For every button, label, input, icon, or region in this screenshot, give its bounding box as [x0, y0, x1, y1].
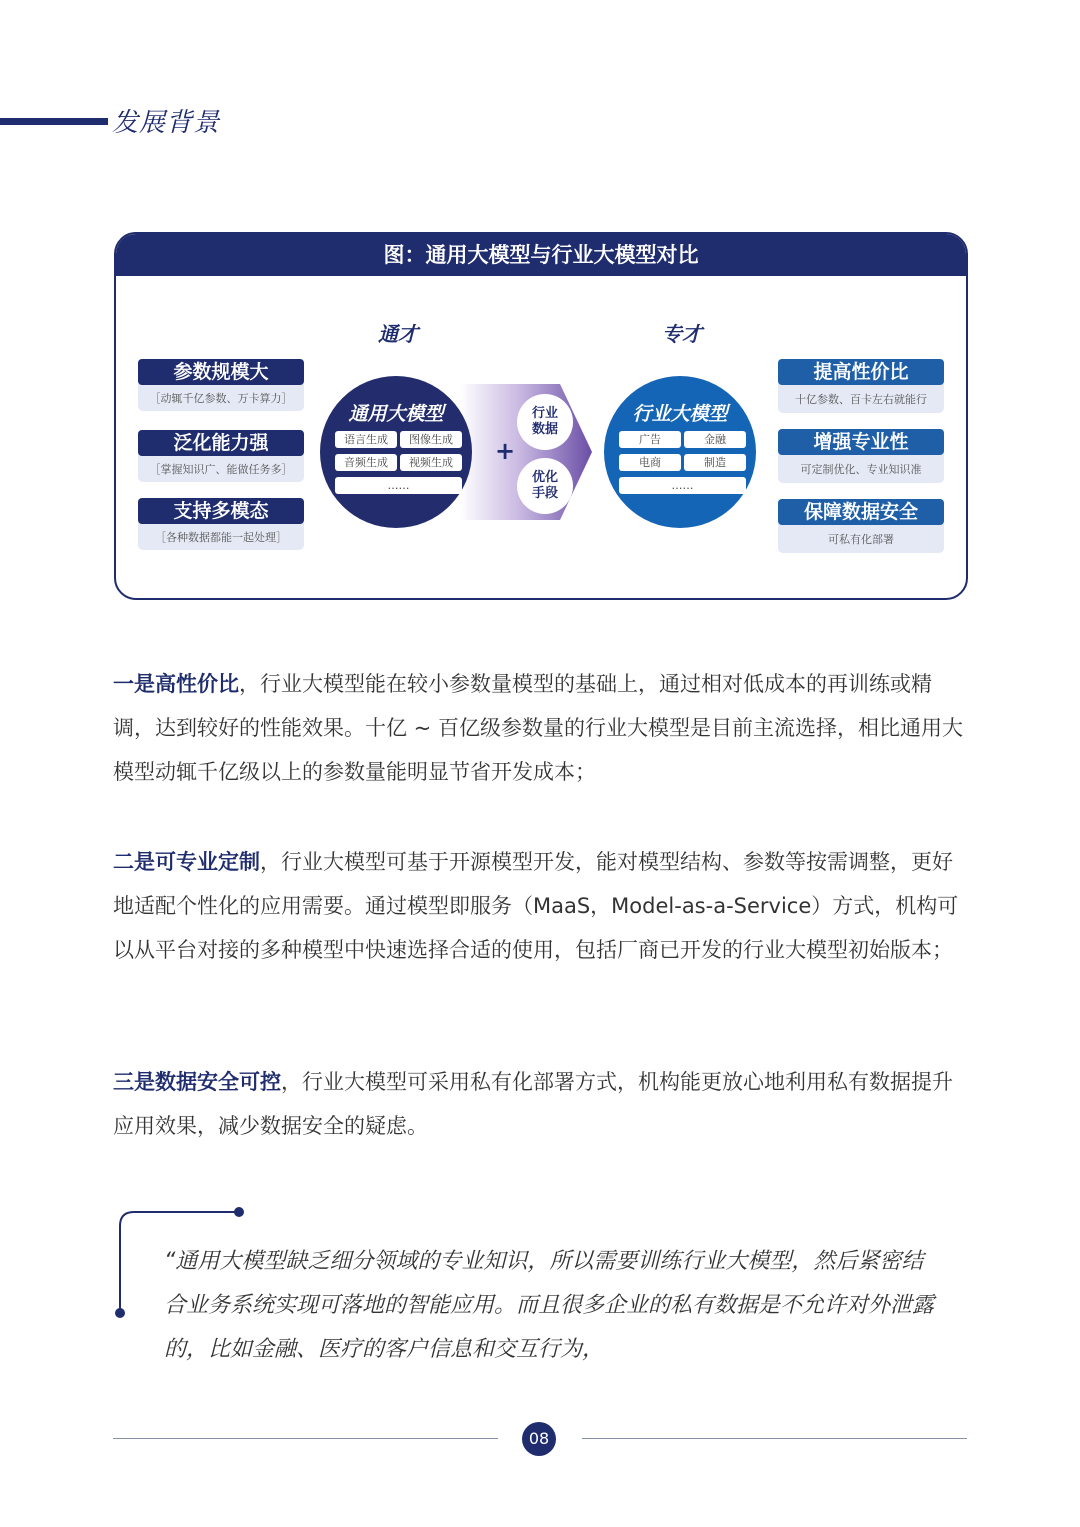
industry-data-bubble [517, 394, 573, 450]
industry-chip: 电商 [619, 454, 681, 471]
paragraph-text: ，行业大模型可基于开源模型开发，能对模型结构、参数等按需调整，更好地适配个性化的应用需要。通过模型即服务（MaaS，Model-as-a-Service）方式，机构可以从平台对接的多种模型中快速选择合适的使用，包括厂商已开发的行业大模型初始版本； [113, 850, 959, 962]
left-tag-3 [138, 498, 304, 550]
paragraph-text: ，行业大模型可采用私有化部署方式，机构能更放心地利用私有数据提升应用效果，减少数据安全的疑虑。 [113, 1070, 953, 1138]
general-model-title: 通用大模型 [348, 403, 444, 425]
optimization-bubble [517, 458, 573, 514]
section-title: 发展背景 [112, 108, 221, 138]
figure-title: 图：通用大模型与行业大模型对比 [383, 243, 699, 267]
paragraph-lead: 三是数据安全可控 [113, 1070, 281, 1094]
header-accent-bar [0, 118, 108, 125]
capability-chip: 语言生成 [335, 431, 397, 448]
plus-sign: + [494, 437, 516, 465]
right-tag-1 [778, 359, 944, 413]
industry-model-title: 行业大模型 [632, 403, 728, 425]
paragraph-text: ，行业大模型能在较小参数量模型的基础上，通过相对低成本的再训练或精调，达到较好的性能效果。十亿 ~ 百亿级参数量的行业大模型是目前主流选择，相比通用大模型动辄千亿级以上的参数量能明显节省开发成本； [113, 672, 963, 784]
paragraph-lead: 二是可专业定制 [113, 850, 260, 874]
industry-chip: 广告 [619, 431, 681, 448]
paragraph-data-security [113, 1060, 971, 1148]
right-tag-title: 提高性价比 [778, 359, 944, 385]
footer-rule-right [582, 1438, 967, 1439]
paragraph-customizable [113, 840, 971, 972]
right-tag-subtitle: 十亿参数、百卡左右就能行 [795, 393, 927, 406]
left-tag-subtitle: ［掌握知识广、能做任务多］ [149, 463, 293, 476]
capability-chip-more: …… [335, 477, 462, 494]
left-tag-2 [138, 430, 304, 482]
paragraph-cost-effective [113, 662, 971, 794]
left-tag-title: 支持多模态 [138, 498, 304, 524]
industry-chip: 金融 [684, 431, 746, 448]
footer-rule-left [113, 1438, 498, 1439]
right-tag-3 [778, 499, 944, 553]
left-tag-title: 参数规模大 [138, 359, 304, 385]
left-tag-subtitle: ［各种数据都能一起处理］ [155, 531, 287, 544]
industry-chip: 制造 [684, 454, 746, 471]
left-tag-title: 泛化能力强 [138, 430, 304, 456]
right-tag-subtitle: 可私有化部署 [828, 533, 894, 546]
capability-chip: 视频生成 [400, 454, 462, 471]
generalist-heading: 通才 [378, 322, 418, 346]
page-number: 08 [522, 1422, 556, 1456]
right-tag-2 [778, 429, 944, 483]
right-tag-title: 保障数据安全 [778, 499, 944, 525]
capability-chip: 音频生成 [335, 454, 397, 471]
bubble-line: 手段 [531, 486, 558, 501]
specialist-heading: 专才 [662, 322, 702, 346]
paragraph-lead: 一是高性价比 [113, 672, 239, 696]
bubble-line: 行业 [531, 406, 558, 421]
bubble-line: 数据 [531, 422, 558, 437]
capability-chip: 图像生成 [400, 431, 462, 448]
bubble-line: 优化 [531, 470, 558, 485]
right-tag-subtitle: 可定制优化、专业知识准 [800, 463, 922, 476]
right-tag-title: 增强专业性 [778, 429, 944, 455]
left-tag-subtitle: ［动辄千亿参数、万卡算力］ [149, 392, 293, 405]
industry-chip-more: …… [619, 477, 746, 494]
left-tag-1 [138, 359, 304, 411]
quote-text: “通用大模型缺乏细分领域的专业知识，所以需要训练行业大模型，然后紧密结合业务系统实现可落地的智能应用。而且很多企业的私有数据是不允许对外泄露的，比如金融、医疗的客户信息和交互行为， [164, 1249, 935, 1362]
